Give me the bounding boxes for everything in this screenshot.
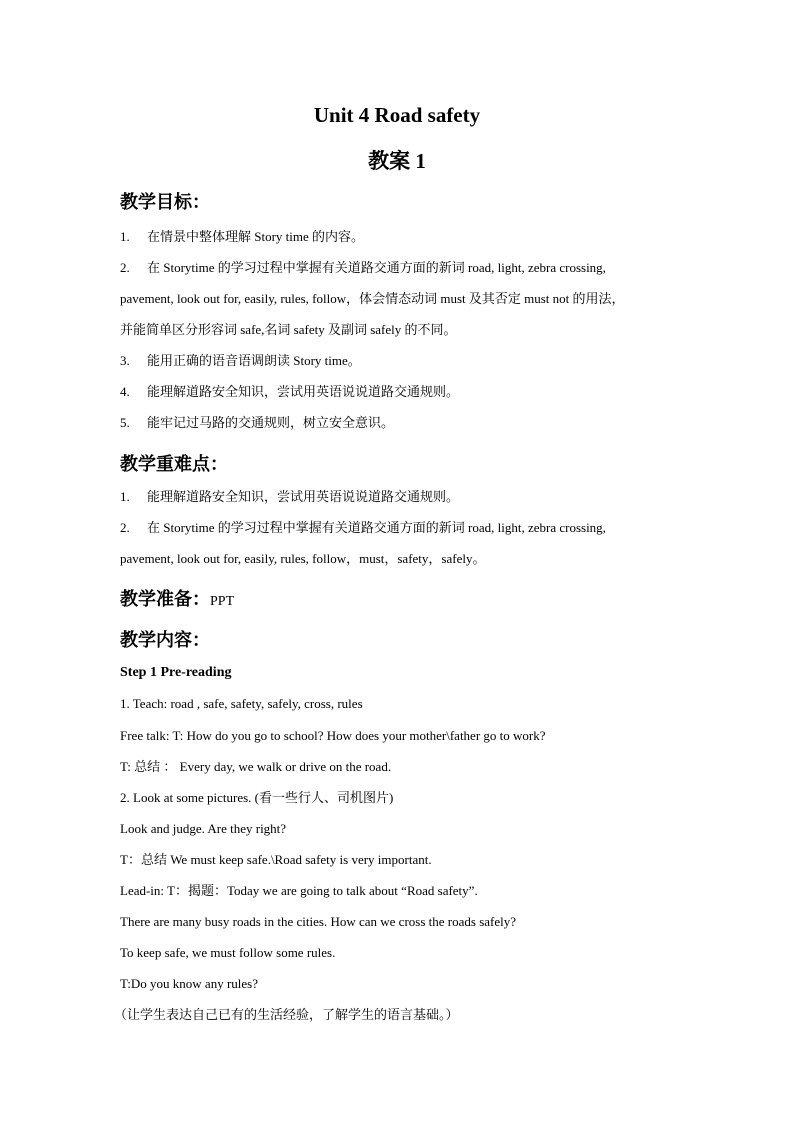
content-line: 2. Look at some pictures. (看一些行人、司机图片) [120, 790, 394, 805]
objective-item-continued: pavement, look out for, easily, rules, follow，体会情态动词 must 及其否定 must not 的用法， [120, 291, 625, 306]
content-heading: 教学内容： [120, 630, 210, 650]
key-point-item-continued: pavement, look out for, easily, rules, follow，must，safety，safely。 [120, 551, 486, 566]
content-line: Lead-in: T：揭题：Today we are going to talk about “Road safety”. [120, 883, 478, 898]
key-point-item: 2. 在 Storytime 的学习过程中掌握有关道路交通方面的新词 road, light, zebra crossing, [120, 520, 606, 535]
preparation-value: PPT [210, 594, 235, 609]
objective-item-continued: 并能简单区分形容词 safe,名词 safety 及副词 safely 的不同。 [120, 322, 457, 337]
document-title: Unit 4 Road safety [313, 103, 481, 127]
objective-item: 3. 能用正确的语音语调朗读 Story time。 [120, 353, 361, 368]
objective-item: 1. 在情景中整体理解 Story time 的内容。 [120, 229, 365, 244]
content-line: Free talk: T: How do you go to school? How does your mother\father go to work? [120, 728, 546, 743]
content-line: T: 总结 ： Every day, we walk or drive on the road. [120, 759, 392, 774]
preparation-heading: 教学准备：PPT [120, 589, 235, 609]
step-heading: Step 1 Pre-reading [120, 665, 232, 680]
objectives-heading: 教学目标： [120, 192, 210, 212]
content-line: T:Do you know any rules? [120, 976, 258, 991]
objective-item: 4. 能理解道路安全知识，尝试用英语说说道路交通规则。 [120, 384, 460, 399]
key-points-heading: 教学重难点： [120, 454, 228, 474]
content-note: （让学生表达自己已有的生活经验，了解学生的语言基础。） [114, 1007, 459, 1022]
key-point-item: 1. 能理解道路安全知识，尝试用英语说说道路交通规则。 [120, 489, 460, 504]
content-line: 1. Teach: road , safe, safety, safely, cross, rules [120, 696, 363, 711]
content-line: There are many busy roads in the cities. How can we cross the roads safely? [120, 914, 516, 929]
objective-item: 2. 在 Storytime 的学习过程中掌握有关道路交通方面的新词 road, light, zebra crossing, [120, 260, 606, 275]
content-line: Look and judge. Are they right? [120, 821, 287, 836]
content-line: T：总结 We must keep safe.\Road safety is very important. [120, 852, 432, 867]
objective-item: 5. 能牢记过马路的交通规则，树立安全意识。 [120, 415, 395, 430]
document-subtitle: 教案 1 [368, 149, 426, 173]
content-line: To keep safe, we must follow some rules. [120, 945, 336, 960]
